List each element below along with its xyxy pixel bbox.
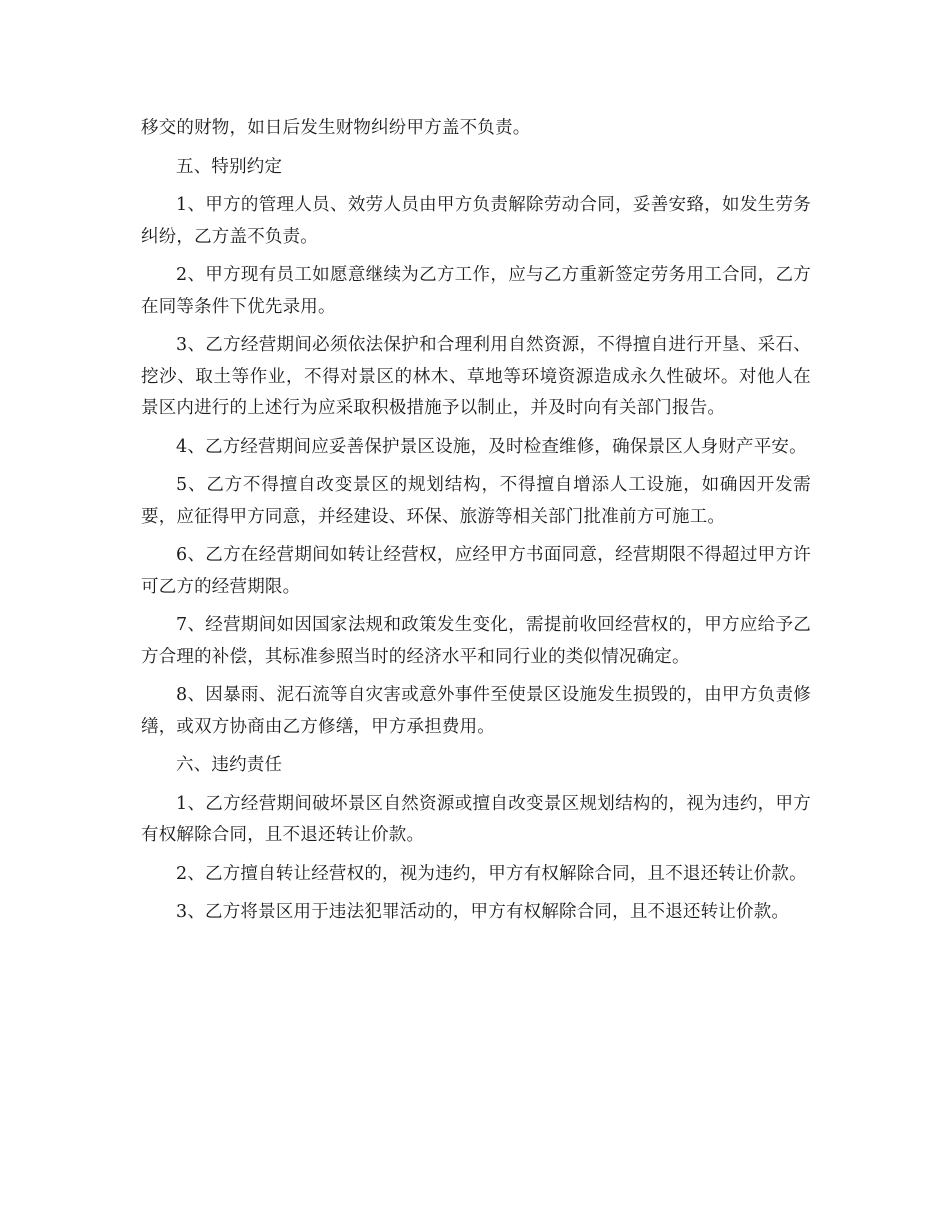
- clause-6-3: 3、乙方将景区用于违法犯罪活动的，甲方有权解除合同，且不退还转让价款。: [176, 902, 790, 922]
- clause-5-7: 7、经营期间如因国家法规和政策发生变化，需提前收回经营权的，甲方应给予乙方合理的补偿，其标准参照当时的经济水平和同行业的类似情况确定。: [141, 615, 811, 667]
- section-heading-special-agreements: 五、特别约定: [176, 156, 283, 177]
- clause-5-2: 2、甲方现有员工如愿意继续为乙方工作，应与乙方重新签定劳务用工合同，乙方在同等条件下优先录用。: [141, 265, 811, 317]
- clause-5-4: 4、乙方经营期间应妥善保护景区设施，及时检查维修，确保景区人身财产平安。: [176, 436, 807, 457]
- clause-5-5: 5、乙方不得擅自改变景区的规划结构，不得擅自增添人工设施，如确因开发需要，应征得甲方同意，并经建设、环保、旅游等相关部门批准前方可施工。: [141, 475, 811, 527]
- clause-5-1: 1、甲方的管理人员、效劳人员由甲方负责解除劳动合同，妥善安臵，如发生劳务纠纷，乙方盖不负责。: [141, 195, 811, 247]
- section-heading-breach-liability: 六、违约责任: [176, 755, 283, 775]
- clause-5-6: 6、乙方在经营期间如转让经营权，应经甲方书面同意，经营期限不得超过甲方许可乙方的经营期限。: [141, 545, 811, 597]
- document-body: [141, 113, 811, 936]
- paragraph-continuation: 移交的财物，如日后发生财物纠纷甲方盖不负责。: [141, 118, 531, 138]
- clause-6-1: 1、乙方经营期间破坏景区自然资源或擅自改变景区规划结构的，视为违约，甲方有权解除合同，且不退还转让价款。: [141, 793, 811, 845]
- clause-5-8: 8、因暴雨、泥石流等自灾害或意外事件至使景区设施发生损毁的，由甲方负责修缮，或双方协商由乙方修缮，甲方承担费用。: [141, 685, 811, 737]
- clause-6-2: 2、乙方擅自转让经营权的，视为违约，甲方有权解除合同，且不退还转让价款。: [176, 863, 807, 884]
- clause-5-3: 3、乙方经营期间必须依法保护和合理利用自然资源，不得擅自进行开垦、采石、挖沙、取土等作业，不得对景区的林木、草地等环境资源造成永久性破坏。对他人在景区内进行的上述行为应采取积极措施予以制止，并及时向有关部门报告。: [141, 335, 811, 418]
